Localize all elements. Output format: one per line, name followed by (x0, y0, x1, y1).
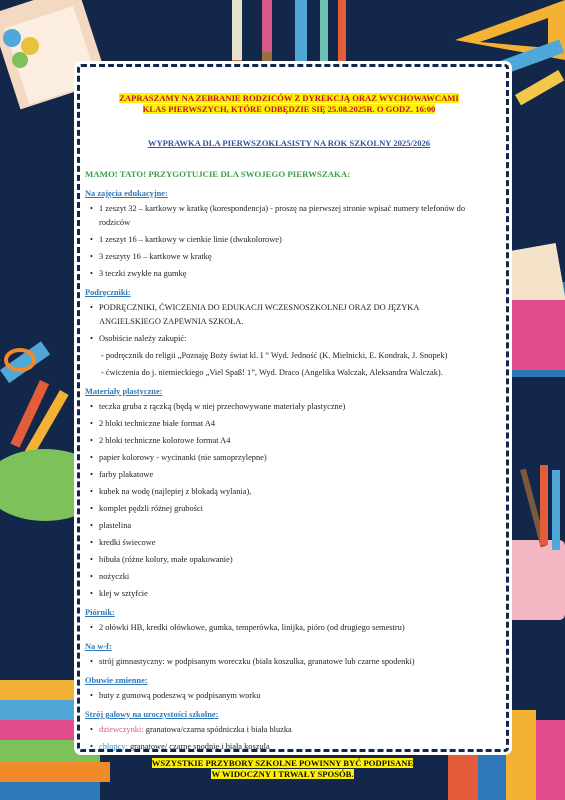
section-heading-piornik: Piórnik: (85, 608, 115, 617)
list-plastyka (85, 400, 493, 600)
list-item: - podręcznik do religii „Poznaję Boży świat kl. I ” Wyd. Jedność (K. Mielnicki, E. Kondrak, J. Snopek) (101, 351, 448, 360)
list-item: • 2 bloki techniczne białe format A4 (85, 417, 493, 430)
boys-text: granatowe/ czarne spodnie i biała koszula (127, 742, 270, 751)
section-heading-edukacja: Na zajęcia edukacyjne: (85, 189, 168, 198)
list-item: • komplet pędzli różnej grubości (85, 502, 493, 515)
boys-label: chłopcy: (99, 742, 128, 751)
list-item: • farby plakatowe (85, 468, 493, 481)
list-item: • 3 zeszyty 16 – kartkowe w kratkę (85, 250, 493, 263)
list-item: • nożyczki (85, 570, 493, 583)
footer-line-2: W WIDOCZNY I TRWAŁY SPOSÓB. (211, 769, 354, 779)
list-item: • 3 teczki zwykłe na gumkę (85, 267, 493, 280)
list-item: • papier kolorowy - wycinanki (nie samoprzylepne) (85, 451, 493, 464)
supplies-title: WYPRAWKA DLA PIERWSZOKLASISTY NA ROK SZKOLNY 2025/2026 (147, 138, 431, 148)
footer-note (0, 758, 565, 780)
list-item: • buty z gumową podeszwą w podpisanym worku (85, 689, 493, 702)
announcement-line-2: KLAS PIERWSZYCH, KTÓRE ODBĘDZIE SIĘ 25.08.2025R. O GODZ. 16:00 (142, 104, 436, 114)
list-item: • kubek na wodę (najlepiej z blokadą wylania), (85, 485, 493, 498)
list-obuwie (85, 689, 493, 702)
list-item (85, 740, 493, 753)
list-stroj (85, 723, 493, 753)
list-item: • 2 ołówki HB, kredki ołówkowe, gumka, temperówka, linijka, pióro (od drugiego semestru) (85, 621, 493, 634)
list-item: ANGIELSKIEGO ZAPEWNIA SZKOŁA. (99, 317, 244, 326)
footer-line-1: WSZYSTKIE PRZYBORY SZKOLNE POWINNY BYĆ PODPISANE (151, 758, 414, 768)
list-podreczniki (85, 301, 493, 379)
list-item: • teczka gruba z rączką (będą w niej przechowywane materiały plastyczne) (85, 400, 493, 413)
list-edukacja (85, 202, 493, 280)
list-item: • Osobiście należy zakupić: (85, 332, 493, 345)
section-heading-podreczniki: Podręczniki: (85, 288, 131, 297)
list-item: rodziców (99, 218, 131, 227)
section-heading-plastyka: Materiały plastyczne: (85, 387, 163, 396)
list-item: • plastelina (85, 519, 493, 532)
list-item: • kredki świecowe (85, 536, 493, 549)
girls-label: dziewczynki: (99, 725, 144, 734)
list-item: • bibuła (różne kolory, małe opakowanie) (85, 553, 493, 566)
document-content (85, 93, 493, 757)
meeting-announcement (85, 93, 493, 115)
section-heading-obuwie: Obuwie zmienne: (85, 676, 148, 685)
list-item: • PODRĘCZNIKI, ĆWICZENIA DO EDUKACJI WCZESNOSZKOLNEJ ORAZ DO JĘZYKA (85, 301, 493, 314)
list-wf (85, 655, 493, 668)
list-item: • strój gimnastyczny: w podpisanym woreczku (biała koszulka, granatowe lub czarne spodenki) (85, 655, 493, 668)
list-item: • klej w sztyfcie (85, 587, 493, 600)
girls-text: granatowa/czarna spódniczka i biała bluzka (143, 725, 292, 734)
list-item (85, 723, 493, 736)
list-item: • 1 zeszyt 32 – kartkowy w kratkę (korespondencja) - proszę na pierwszej stronie wpisać numery telefonów do (85, 202, 493, 215)
section-heading-wf: Na w-f: (85, 642, 112, 651)
section-heading-stroj: Strój galowy na uroczystości szkolne: (85, 710, 219, 719)
list-item: • 1 zeszyt 16 – kartkowy w cienkie linie (dwukolorowe) (85, 233, 493, 246)
list-item: - ćwiczenia do j. niemieckiego „Viel Spaß! 1”, Wyd. Draco (Angelika Walczak, Aleksandra Walczak). (101, 368, 443, 377)
list-piornik (85, 621, 493, 634)
parents-greeting: MAMO! TATO! PRZYGOTUJCIE DLA SWOJEGO PIERWSZAKA: (85, 169, 351, 179)
list-item: • 2 bloki techniczne kolorowe format A4 (85, 434, 493, 447)
announcement-line-1: ZAPRASZAMY NA ZEBRANIE RODZICÓW Z DYREKCJĄ ORAZ WYCHOWAWCAMI (119, 93, 459, 103)
